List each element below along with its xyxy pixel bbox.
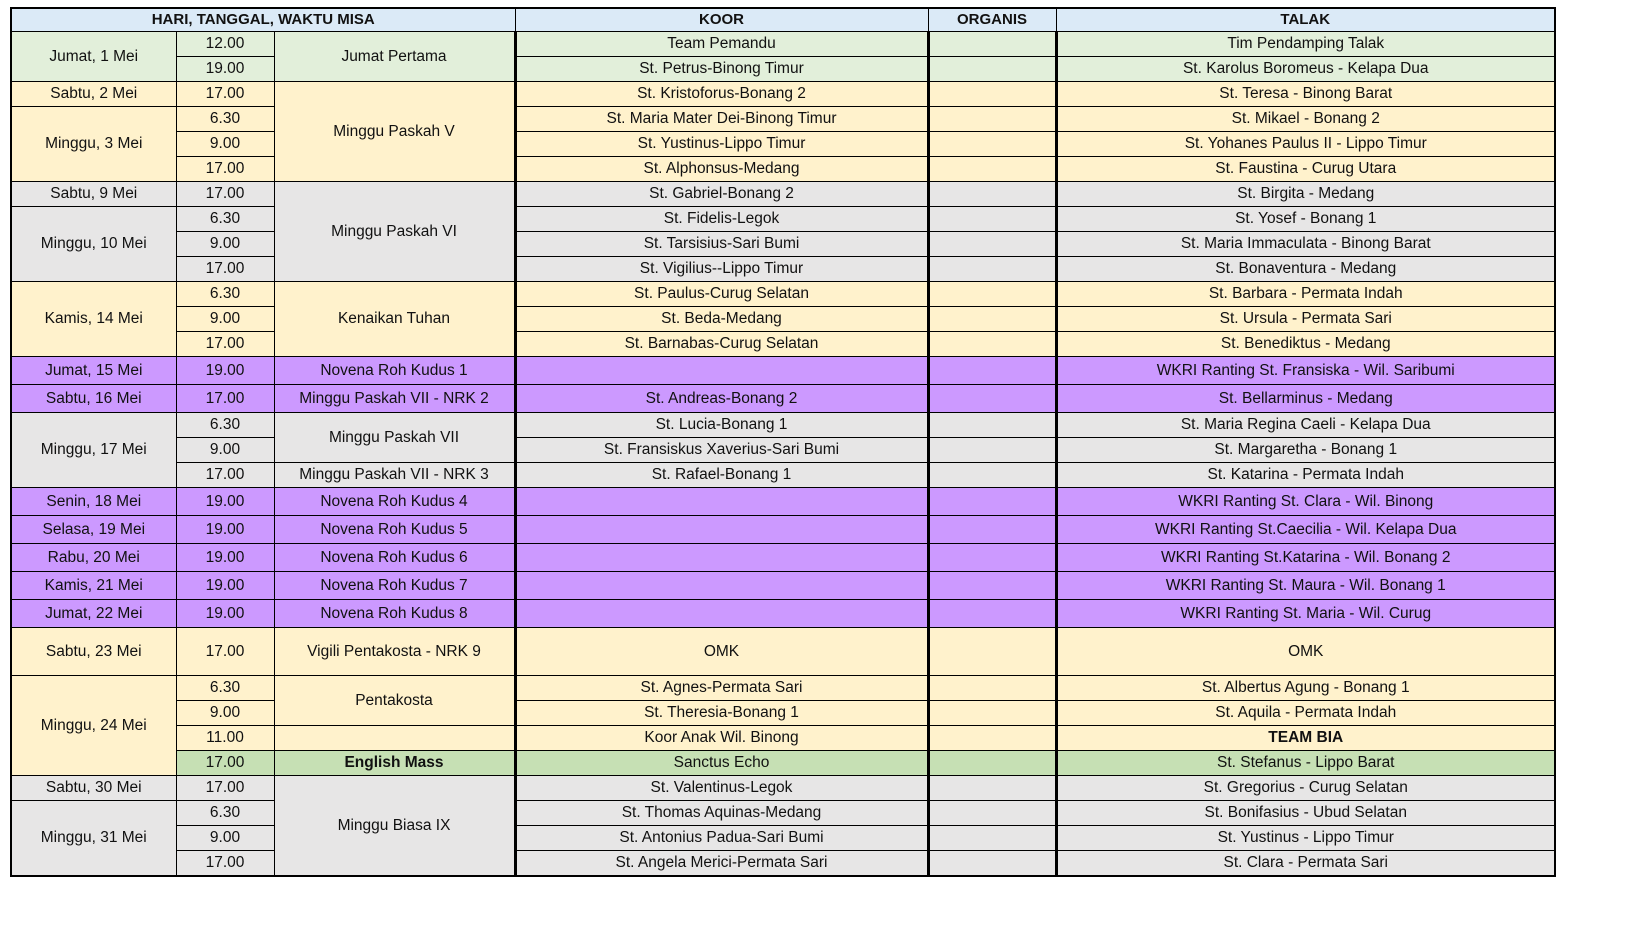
table-row	[11, 257, 1555, 282]
talak-cell: St. Birgita - Medang	[1056, 182, 1555, 207]
koor-cell: St. Antonius Padua-Sari Bumi	[515, 826, 928, 851]
event-cell: Novena Roh Kudus 6	[274, 544, 515, 572]
organis-cell	[928, 332, 1056, 357]
day-cell: Minggu, 24 Mei	[11, 676, 176, 776]
table-row	[11, 207, 1555, 232]
talak-cell: St. Katarina - Permata Indah	[1056, 463, 1555, 488]
event-cell: Minggu Paskah VI	[274, 182, 515, 282]
talak-cell: St. Clara - Permata Sari	[1056, 851, 1555, 877]
talak-cell: St. Barbara - Permata Indah	[1056, 282, 1555, 307]
event-cell: Minggu Paskah V	[274, 82, 515, 182]
talak-cell: St. Yustinus - Lippo Timur	[1056, 826, 1555, 851]
talak-cell: OMK	[1056, 628, 1555, 676]
day-cell: Minggu, 10 Mei	[11, 207, 176, 282]
header-talak: TALAK	[1056, 8, 1555, 32]
talak-cell: St. Margaretha - Bonang 1	[1056, 438, 1555, 463]
event-cell: Novena Roh Kudus 4	[274, 488, 515, 516]
organis-cell	[928, 132, 1056, 157]
time-cell: 17.00	[176, 182, 274, 207]
talak-cell: St. Karolus Boromeus - Kelapa Dua	[1056, 57, 1555, 82]
table-row	[11, 628, 1555, 676]
day-cell: Sabtu, 16 Mei	[11, 385, 176, 413]
organis-cell	[928, 413, 1056, 438]
talak-cell: WKRI Ranting St. Clara - Wil. Binong	[1056, 488, 1555, 516]
time-cell: 6.30	[176, 282, 274, 307]
talak-cell: WKRI Ranting St. Fransiska - Wil. Saribumi	[1056, 357, 1555, 385]
organis-cell	[928, 463, 1056, 488]
time-cell: 19.00	[176, 516, 274, 544]
talak-cell: St. Yosef - Bonang 1	[1056, 207, 1555, 232]
koor-cell: St. Agnes-Permata Sari	[515, 676, 928, 701]
koor-cell	[515, 357, 928, 385]
organis-cell	[928, 701, 1056, 726]
talak-cell: St. Ursula - Permata Sari	[1056, 307, 1555, 332]
koor-cell: St. Petrus-Binong Timur	[515, 57, 928, 82]
koor-cell: St. Angela Merici-Permata Sari	[515, 851, 928, 877]
time-cell: 19.00	[176, 600, 274, 628]
event-cell: Minggu Biasa IX	[274, 776, 515, 877]
organis-cell	[928, 232, 1056, 257]
koor-cell: St. Fidelis-Legok	[515, 207, 928, 232]
table-row	[11, 572, 1555, 600]
event-cell	[274, 726, 515, 751]
table-row	[11, 801, 1555, 826]
day-cell: Jumat, 1 Mei	[11, 32, 176, 82]
organis-cell	[928, 572, 1056, 600]
time-cell: 9.00	[176, 438, 274, 463]
talak-cell: St. Bonifasius - Ubud Selatan	[1056, 801, 1555, 826]
time-cell: 11.00	[176, 726, 274, 751]
koor-cell: Sanctus Echo	[515, 751, 928, 776]
koor-cell: Koor Anak Wil. Binong	[515, 726, 928, 751]
koor-cell: St. Lucia-Bonang 1	[515, 413, 928, 438]
koor-cell: St. Alphonsus-Medang	[515, 157, 928, 182]
organis-cell	[928, 282, 1056, 307]
event-cell: Novena Roh Kudus 1	[274, 357, 515, 385]
talak-cell: St. Yohanes Paulus II - Lippo Timur	[1056, 132, 1555, 157]
time-cell: 6.30	[176, 413, 274, 438]
day-cell: Sabtu, 23 Mei	[11, 628, 176, 676]
koor-cell: St. Yustinus-Lippo Timur	[515, 132, 928, 157]
day-cell: Minggu, 3 Mei	[11, 107, 176, 182]
organis-cell	[928, 57, 1056, 82]
day-cell: Selasa, 19 Mei	[11, 516, 176, 544]
time-cell: 17.00	[176, 157, 274, 182]
time-cell: 9.00	[176, 132, 274, 157]
table-row	[11, 157, 1555, 182]
time-cell: 19.00	[176, 357, 274, 385]
organis-cell	[928, 32, 1056, 57]
event-cell: Novena Roh Kudus 5	[274, 516, 515, 544]
table-row	[11, 282, 1555, 307]
koor-cell: OMK	[515, 628, 928, 676]
organis-cell	[928, 851, 1056, 877]
organis-cell	[928, 157, 1056, 182]
organis-cell	[928, 776, 1056, 801]
table-row	[11, 488, 1555, 516]
koor-cell: St. Tarsisius-Sari Bumi	[515, 232, 928, 257]
talak-cell: St. Gregorius - Curug Selatan	[1056, 776, 1555, 801]
table-row	[11, 57, 1555, 82]
table-row	[11, 307, 1555, 332]
table-row	[11, 826, 1555, 851]
organis-cell	[928, 438, 1056, 463]
day-cell: Rabu, 20 Mei	[11, 544, 176, 572]
time-cell: 17.00	[176, 776, 274, 801]
table-row	[11, 182, 1555, 207]
koor-cell: St. Rafael-Bonang 1	[515, 463, 928, 488]
event-cell: Minggu Paskah VII - NRK 3	[274, 463, 515, 488]
day-cell: Sabtu, 30 Mei	[11, 776, 176, 801]
koor-cell: St. Beda-Medang	[515, 307, 928, 332]
time-cell: 17.00	[176, 82, 274, 107]
koor-cell: Team Pemandu	[515, 32, 928, 57]
koor-cell: St. Maria Mater Dei-Binong Timur	[515, 107, 928, 132]
event-cell: Novena Roh Kudus 8	[274, 600, 515, 628]
talak-cell: WKRI Ranting St.Katarina - Wil. Bonang 2	[1056, 544, 1555, 572]
time-cell: 17.00	[176, 385, 274, 413]
header-row	[11, 8, 1555, 32]
organis-cell	[928, 207, 1056, 232]
time-cell: 9.00	[176, 307, 274, 332]
event-cell: Minggu Paskah VII	[274, 413, 515, 463]
organis-cell	[928, 826, 1056, 851]
talak-cell: Tim Pendamping Talak	[1056, 32, 1555, 57]
table-row	[11, 516, 1555, 544]
header-organis: ORGANIS	[928, 8, 1056, 32]
koor-cell	[515, 488, 928, 516]
koor-cell: St. Theresia-Bonang 1	[515, 701, 928, 726]
talak-cell: St. Maria Regina Caeli - Kelapa Dua	[1056, 413, 1555, 438]
organis-cell	[928, 628, 1056, 676]
organis-cell	[928, 488, 1056, 516]
table-row	[11, 132, 1555, 157]
time-cell: 6.30	[176, 207, 274, 232]
talak-cell: WKRI Ranting St. Maura - Wil. Bonang 1	[1056, 572, 1555, 600]
day-cell: Jumat, 22 Mei	[11, 600, 176, 628]
table-row	[11, 701, 1555, 726]
time-cell: 9.00	[176, 826, 274, 851]
koor-cell: St. Fransiskus Xaverius-Sari Bumi	[515, 438, 928, 463]
organis-cell	[928, 357, 1056, 385]
event-cell: Pentakosta	[274, 676, 515, 726]
talak-cell: St. Maria Immaculata - Binong Barat	[1056, 232, 1555, 257]
time-cell: 9.00	[176, 701, 274, 726]
time-cell: 19.00	[176, 544, 274, 572]
koor-cell: St. Andreas-Bonang 2	[515, 385, 928, 413]
event-cell: Novena Roh Kudus 7	[274, 572, 515, 600]
organis-cell	[928, 257, 1056, 282]
header-hari: HARI, TANGGAL, WAKTU MISA	[11, 8, 515, 32]
koor-cell: St. Barnabas-Curug Selatan	[515, 332, 928, 357]
talak-cell: WKRI Ranting St. Maria - Wil. Curug	[1056, 600, 1555, 628]
talak-cell: St. Bellarminus - Medang	[1056, 385, 1555, 413]
day-cell: Minggu, 31 Mei	[11, 801, 176, 877]
organis-cell	[928, 107, 1056, 132]
table-row	[11, 726, 1555, 751]
day-cell: Sabtu, 2 Mei	[11, 82, 176, 107]
koor-cell	[515, 516, 928, 544]
time-cell: 6.30	[176, 676, 274, 701]
time-cell: 17.00	[176, 463, 274, 488]
table-row	[11, 107, 1555, 132]
mass-schedule-table	[10, 7, 1556, 877]
day-cell: Kamis, 21 Mei	[11, 572, 176, 600]
table-row	[11, 776, 1555, 801]
table-row	[11, 676, 1555, 701]
event-cell: Minggu Paskah VII - NRK 2	[274, 385, 515, 413]
table-row	[11, 438, 1555, 463]
event-cell: Kenaikan Tuhan	[274, 282, 515, 357]
table-row	[11, 385, 1555, 413]
table-row	[11, 544, 1555, 572]
koor-cell	[515, 544, 928, 572]
organis-cell	[928, 676, 1056, 701]
koor-cell	[515, 600, 928, 628]
koor-cell	[515, 572, 928, 600]
koor-cell: St. Paulus-Curug Selatan	[515, 282, 928, 307]
talak-cell: St. Faustina - Curug Utara	[1056, 157, 1555, 182]
day-cell: Minggu, 17 Mei	[11, 413, 176, 488]
time-cell: 19.00	[176, 57, 274, 82]
talak-cell: TEAM BIA	[1056, 726, 1555, 751]
organis-cell	[928, 182, 1056, 207]
talak-cell: St. Aquila - Permata Indah	[1056, 701, 1555, 726]
time-cell: 6.30	[176, 801, 274, 826]
time-cell: 17.00	[176, 332, 274, 357]
header-koor: KOOR	[515, 8, 928, 32]
koor-cell: St. Vigilius--Lippo Timur	[515, 257, 928, 282]
time-cell: 17.00	[176, 257, 274, 282]
schedule-sheet	[10, 7, 1556, 877]
time-cell: 9.00	[176, 232, 274, 257]
organis-cell	[928, 801, 1056, 826]
organis-cell	[928, 516, 1056, 544]
organis-cell	[928, 385, 1056, 413]
talak-cell: St. Teresa - Binong Barat	[1056, 82, 1555, 107]
table-row	[11, 600, 1555, 628]
table-row	[11, 413, 1555, 438]
day-cell: Sabtu, 9 Mei	[11, 182, 176, 207]
time-cell: 6.30	[176, 107, 274, 132]
event-cell: Jumat Pertama	[274, 32, 515, 82]
organis-cell	[928, 751, 1056, 776]
talak-cell: WKRI Ranting St.Caecilia - Wil. Kelapa Dua	[1056, 516, 1555, 544]
time-cell: 17.00	[176, 751, 274, 776]
time-cell: 19.00	[176, 572, 274, 600]
time-cell: 17.00	[176, 851, 274, 877]
talak-cell: St. Bonaventura - Medang	[1056, 257, 1555, 282]
table-row	[11, 851, 1555, 877]
day-cell: Senin, 18 Mei	[11, 488, 176, 516]
koor-cell: St. Thomas Aquinas-Medang	[515, 801, 928, 826]
talak-cell: St. Mikael - Bonang 2	[1056, 107, 1555, 132]
organis-cell	[928, 82, 1056, 107]
talak-cell: St. Stefanus - Lippo Barat	[1056, 751, 1555, 776]
koor-cell: St. Gabriel-Bonang 2	[515, 182, 928, 207]
organis-cell	[928, 726, 1056, 751]
table-row	[11, 232, 1555, 257]
table-row	[11, 32, 1555, 57]
talak-cell: St. Benediktus - Medang	[1056, 332, 1555, 357]
koor-cell: St. Kristoforus-Bonang 2	[515, 82, 928, 107]
event-cell: Vigili Pentakosta - NRK 9	[274, 628, 515, 676]
time-cell: 19.00	[176, 488, 274, 516]
table-row	[11, 751, 1555, 776]
table-row	[11, 357, 1555, 385]
event-cell: English Mass	[274, 751, 515, 776]
talak-cell: St. Albertus Agung - Bonang 1	[1056, 676, 1555, 701]
time-cell: 12.00	[176, 32, 274, 57]
organis-cell	[928, 544, 1056, 572]
koor-cell: St. Valentinus-Legok	[515, 776, 928, 801]
organis-cell	[928, 307, 1056, 332]
table-row	[11, 82, 1555, 107]
day-cell: Jumat, 15 Mei	[11, 357, 176, 385]
time-cell: 17.00	[176, 628, 274, 676]
table-row	[11, 463, 1555, 488]
day-cell: Kamis, 14 Mei	[11, 282, 176, 357]
table-row	[11, 332, 1555, 357]
organis-cell	[928, 600, 1056, 628]
